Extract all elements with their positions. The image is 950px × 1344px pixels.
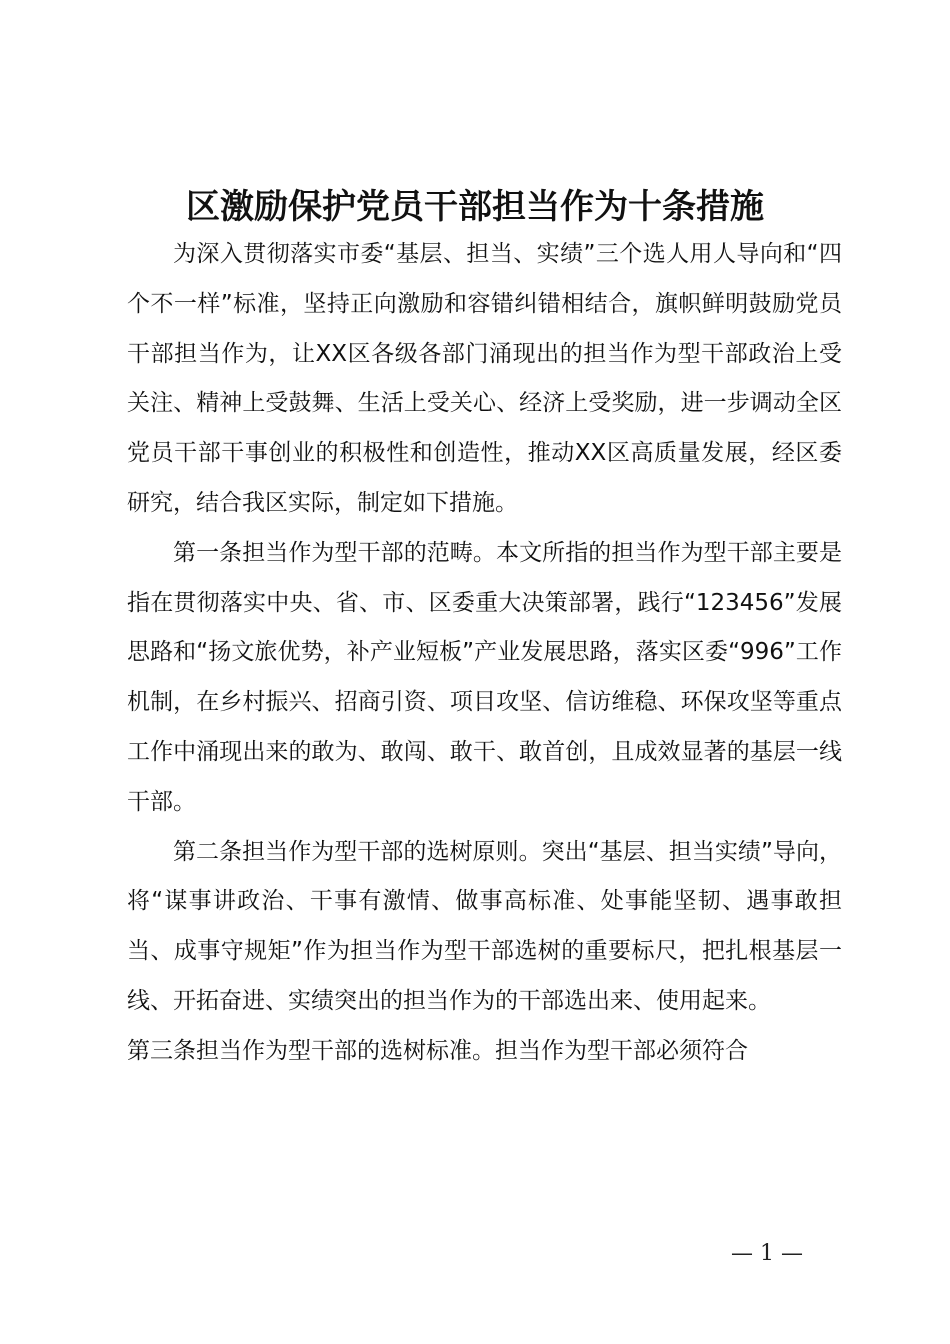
document-title: 区激励保护党员干部担当作为十条措施	[186, 187, 764, 227]
document-body	[127, 230, 842, 1077]
paragraph-article-3: 第三条担当作为型干部的选树标准。担当作为型干部必须符合	[127, 1037, 748, 1064]
paragraph-article-1: 第一条担当作为型干部的范畴。本文所指的担当作为型干部主要是指在贯彻落实中央、省、市、区委重大决策部署，践行“123456”发展思路和“扬文旅优势，补产业短板”产业发展思路，落实区委“996”工作机制，在乡村振兴、招商引资、项目攻坚、信访维稳、环保攻坚等重点工作中涌现出来的敢为、敢闯、敢干、敢首创，且成效显著的基层一线干部。	[127, 539, 842, 815]
paragraph-article-2: 第二条担当作为型干部的选树原则。突出“基层、担当实绩”导向，将“谋事讲政治、干事有激情、做事高标准、处事能坚韧、遇事敢担当、成事守规矩”作为担当作为型干部选树的重要标尺，把扎根基层一线、开拓奋进、实绩突出的担当作为的干部选出来、使用起来。	[127, 838, 842, 1014]
page-number: — 1 —	[731, 1241, 803, 1266]
paragraph-intro: 为深入贯彻落实市委“基层、担当、实绩”三个选人用人导向和“四个不一样”标准，坚持正向激励和容错纠错相结合，旗帜鲜明鼓励党员干部担当作为，让XX区各级各部门涌现出的担当作为型干部政治上受关注、精神上受鼓舞、生活上受关心、经济上受奖励，进一步调动全区党员干部干事创业的积极性和创造性，推动XX区高质量发展，经区委研究，结合我区实际，制定如下措施。	[127, 241, 842, 516]
